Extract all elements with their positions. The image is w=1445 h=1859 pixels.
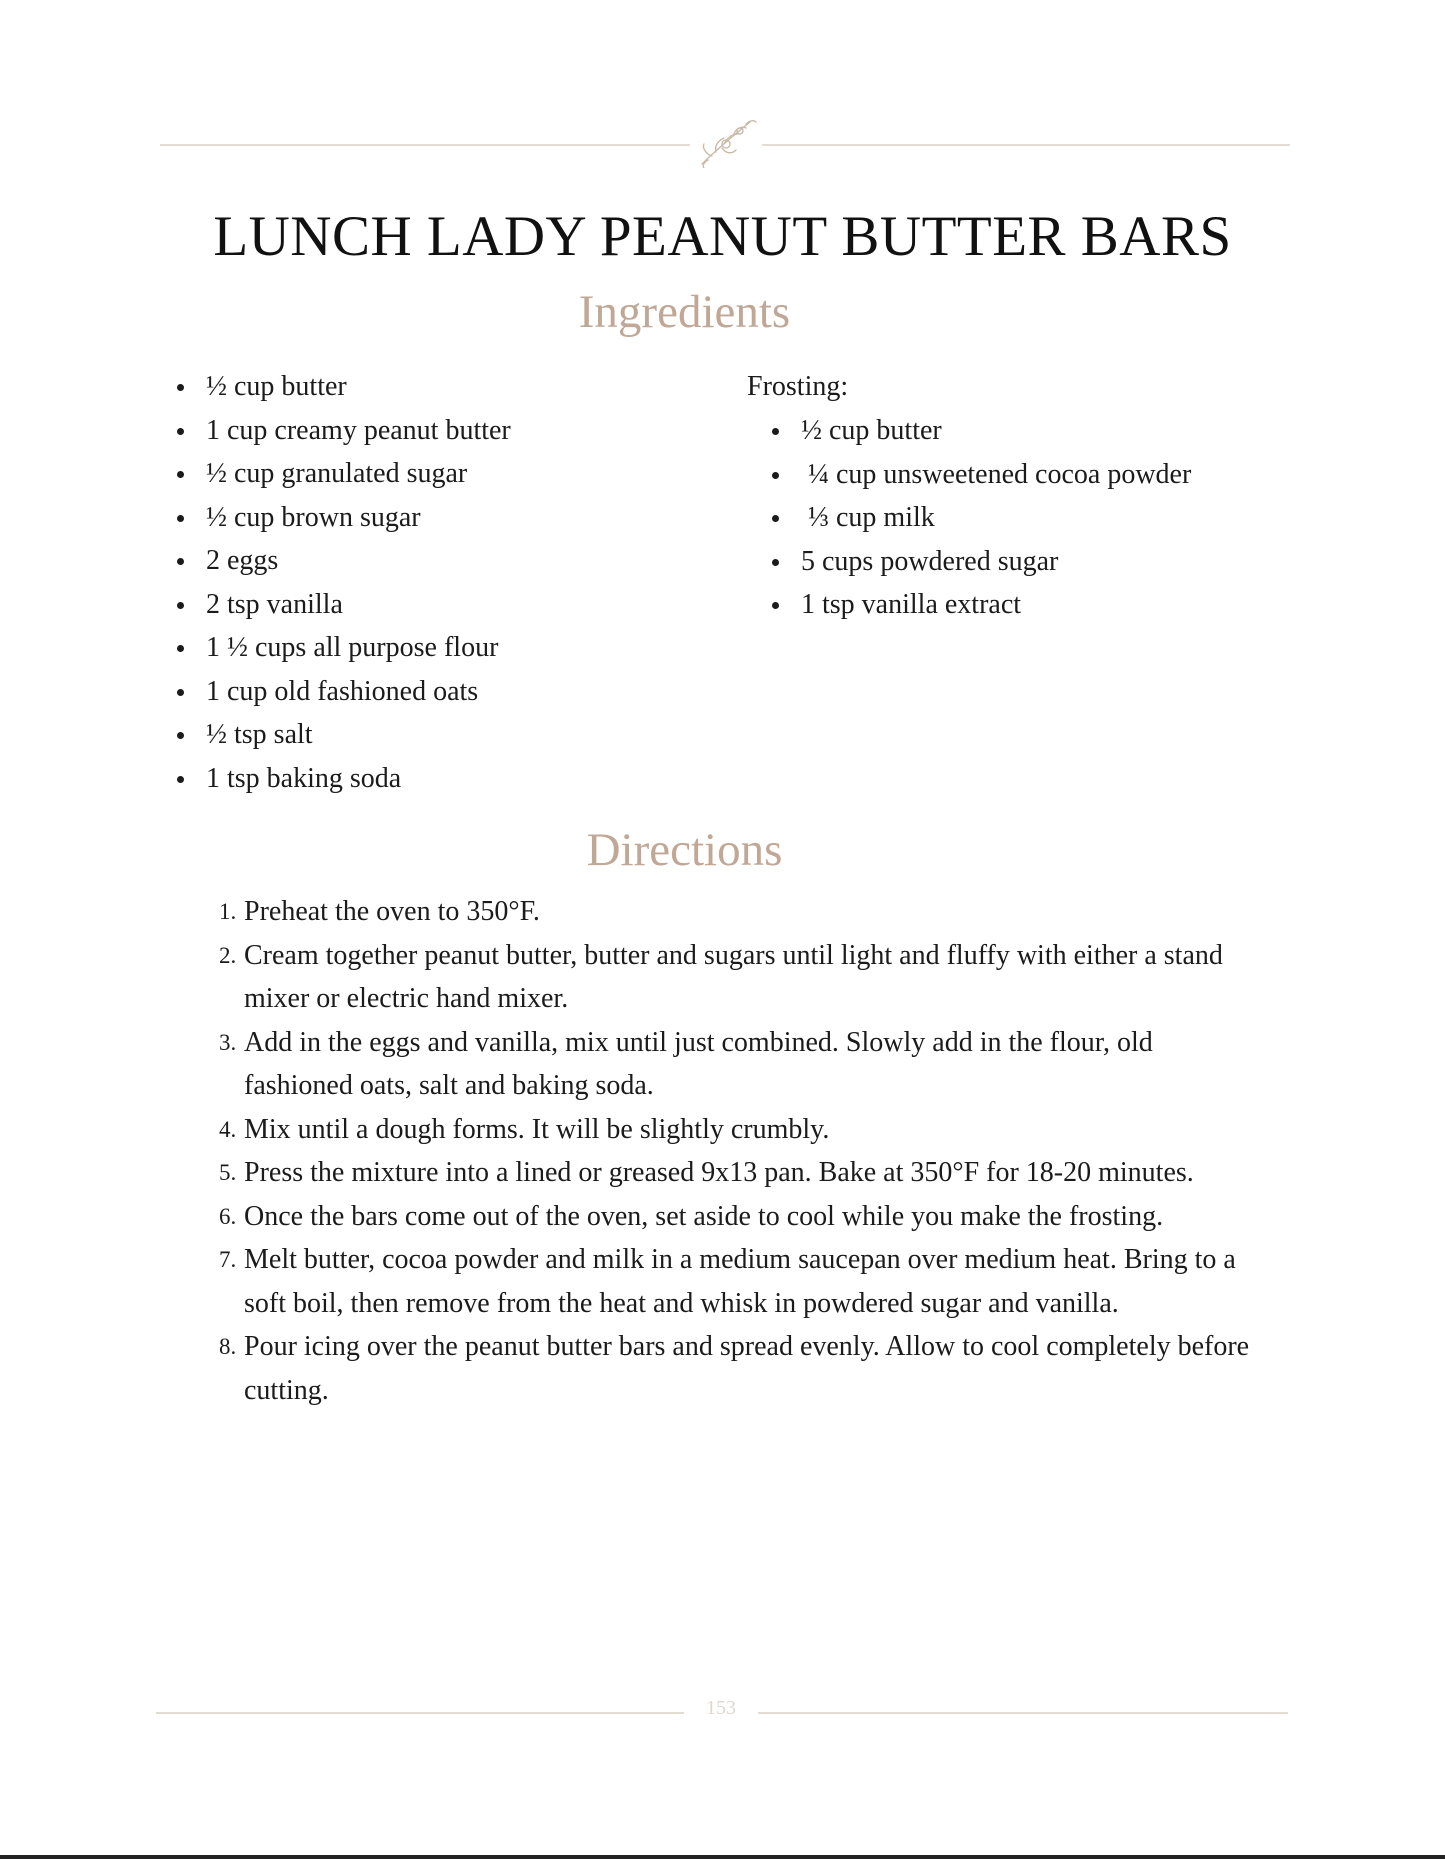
step-text: Melt butter, cocoa powder and milk in a medium saucepan over medium heat. Bring to a soft boil, then remove from the heat and whisk in powdered sugar and vanilla. [244, 1244, 1236, 1319]
step-text: Cream together peanut butter, butter and sugars until light and fluffy with either a stand mixer or electric hand mixer. [244, 939, 1223, 1014]
direction-step [214, 1325, 1254, 1412]
step-number: 1. [219, 899, 237, 924]
frosting-list [771, 409, 1191, 627]
list-item: 2 eggs [176, 539, 511, 583]
list-item: 1 ½ cups all purpose flour [176, 626, 511, 670]
direction-step [214, 890, 1254, 934]
list-item: ½ cup butter [176, 365, 511, 409]
step-number: 8. [219, 1334, 237, 1359]
step-number: 5. [219, 1160, 237, 1185]
page-title: LUNCH LADY PEANUT BUTTER BARS [213, 205, 1232, 268]
bottom-divider-right [758, 1712, 1288, 1714]
directions-list [214, 890, 1264, 1412]
step-text: Mix until a dough forms. It will be slightly crumbly. [244, 1113, 830, 1145]
direction-step [214, 934, 1254, 1021]
list-item: ½ cup granulated sugar [176, 452, 511, 496]
frosting-label: Frosting: [747, 371, 849, 402]
step-text: Add in the eggs and vanilla, mix until just combined. Slowly add in the flour, old fashioned oats, salt and baking soda. [244, 1026, 1153, 1101]
step-number: 2. [219, 942, 237, 968]
list-item: 1 tsp vanilla extract [771, 583, 1191, 627]
list-item: 1 cup old fashioned oats [176, 670, 511, 714]
list-item: ½ tsp salt [176, 713, 511, 757]
direction-step [214, 1238, 1254, 1325]
list-item: 1 tsp baking soda [176, 757, 511, 801]
list-item: ½ cup butter [771, 409, 1191, 453]
top-divider-right [762, 144, 1290, 146]
step-number: 7. [219, 1247, 237, 1272]
step-text: Press the mixture into a lined or greased 9x13 pan. Bake at 350°F for 18-20 minutes. [244, 1157, 1194, 1188]
step-text: Once the bars come out of the oven, set aside to cool while you make the frosting. [244, 1200, 1164, 1232]
step-text: Preheat the oven to 350°F. [244, 896, 540, 927]
list-item: 1 cup creamy peanut butter [176, 409, 511, 453]
step-number: 3. [219, 1029, 237, 1055]
direction-step [214, 1151, 1254, 1195]
step-text: Pour icing over the peanut butter bars and spread evenly. Allow to cool completely before cutting. [244, 1331, 1250, 1406]
floral-sprig-icon [694, 114, 760, 168]
directions-heading: Directions [586, 824, 783, 876]
page-number: 153 [706, 1697, 736, 1719]
list-item: ½ cup brown sugar [176, 496, 511, 540]
ingredients-list [176, 365, 511, 800]
page-bottom-edge [0, 1855, 1445, 1859]
list-item: 5 cups powdered sugar [771, 540, 1191, 584]
top-divider-left [160, 144, 690, 146]
direction-step [214, 1195, 1254, 1239]
bottom-divider-left [156, 1712, 684, 1714]
list-item: 2 tsp vanilla [176, 583, 511, 627]
list-item: ¼ cup unsweetened cocoa powder [771, 453, 1191, 497]
direction-step [214, 1021, 1254, 1108]
direction-step [214, 1108, 1254, 1152]
step-number: 6. [219, 1203, 237, 1229]
list-item: ⅓ cup milk [771, 496, 1191, 540]
step-number: 4. [219, 1116, 237, 1142]
ingredients-heading: Ingredients [578, 286, 791, 338]
